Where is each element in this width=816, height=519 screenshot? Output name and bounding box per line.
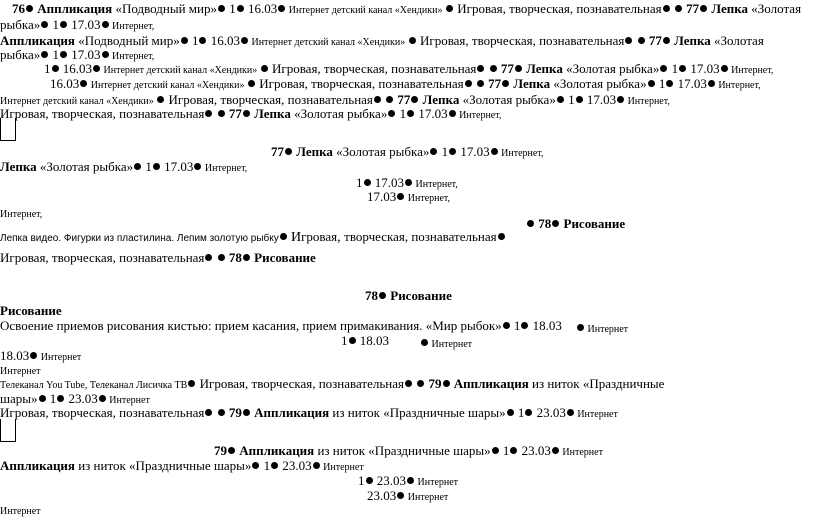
bold-text: Лепка bbox=[419, 92, 460, 107]
text-run: «Золотая bbox=[748, 1, 802, 16]
text-run: «Золотая bbox=[710, 33, 764, 48]
text-run: Интернет, bbox=[413, 179, 458, 190]
bullet-icon bbox=[557, 96, 564, 103]
text-run: «Золотая рыбка» bbox=[332, 144, 430, 159]
text-run: Интернет bbox=[559, 447, 603, 458]
text-run: Интернет, bbox=[728, 65, 774, 76]
bullet-icon bbox=[405, 380, 412, 387]
bullet-icon bbox=[502, 80, 509, 87]
text-line bbox=[420, 335, 472, 352]
bullet-icon bbox=[477, 65, 484, 72]
text-run: Интернет bbox=[106, 395, 150, 406]
text-line bbox=[0, 303, 62, 318]
bold-text: 79 bbox=[214, 443, 227, 458]
bold-text: 78 bbox=[365, 288, 378, 303]
text-run: 1 bbox=[514, 405, 525, 420]
bullet-icon bbox=[99, 395, 106, 402]
bold-text: Аппликация bbox=[236, 443, 315, 458]
bullet-icon bbox=[243, 254, 250, 261]
bullet-icon bbox=[39, 395, 46, 402]
bold-text: 79 bbox=[425, 376, 442, 391]
bullet-icon bbox=[153, 163, 160, 170]
text-run: Игровая, творческая, познавательная bbox=[0, 106, 205, 121]
text-run: Интернет детский канал «Хендики» bbox=[0, 96, 157, 107]
bullet-icon bbox=[490, 65, 497, 72]
bullet-icon bbox=[26, 5, 33, 12]
bold-text: 77 bbox=[682, 1, 700, 16]
text-line bbox=[50, 76, 761, 93]
bullet-icon bbox=[663, 5, 670, 12]
bullet-icon bbox=[379, 292, 386, 299]
bold-text: Аппликация bbox=[0, 33, 75, 48]
bold-text: Аппликация bbox=[34, 1, 113, 16]
text-run: Интернет, bbox=[202, 163, 248, 174]
bullet-icon bbox=[567, 409, 574, 416]
text-run: 17.03 bbox=[160, 159, 194, 174]
text-run: 1 bbox=[668, 61, 679, 76]
text-run: Интернет bbox=[0, 366, 41, 377]
bold-text: 79 bbox=[225, 405, 242, 420]
text-line bbox=[0, 405, 618, 422]
bullet-icon bbox=[449, 148, 456, 155]
text-line bbox=[0, 229, 506, 246]
text-line bbox=[0, 159, 247, 176]
bullet-icon bbox=[205, 409, 212, 416]
bullet-icon bbox=[527, 220, 534, 227]
bold-text: Аппликация bbox=[0, 458, 75, 473]
bold-text: Аппликация bbox=[250, 405, 330, 420]
bullet-icon bbox=[205, 110, 212, 117]
bullet-icon bbox=[181, 37, 188, 44]
text-run: из ниток «Праздничные шары» bbox=[314, 443, 491, 458]
text-run: , bbox=[337, 230, 345, 245]
text-run bbox=[633, 33, 636, 48]
bold-text: 78 bbox=[535, 216, 552, 231]
bullet-icon bbox=[388, 110, 395, 117]
text-run: Игровая, творческая, познавательная bbox=[416, 33, 625, 48]
text-run: 16.03 bbox=[244, 1, 278, 16]
bullet-icon bbox=[491, 148, 498, 155]
text-run bbox=[382, 92, 385, 107]
text-run: «Золотая рыбка» bbox=[290, 106, 388, 121]
bold-text: Лепка bbox=[670, 33, 711, 48]
text-run: Интернет, bbox=[625, 96, 670, 107]
text-run: 16.03 bbox=[207, 33, 240, 48]
bullet-icon bbox=[248, 80, 255, 87]
bullet-icon bbox=[60, 51, 67, 58]
bullet-icon bbox=[52, 65, 59, 72]
text-run: Игровая, творческая, познавательная bbox=[268, 61, 477, 76]
text-run: Лепка видео. Фигурки из пластилина. Лепим золотую рыбку bbox=[0, 233, 279, 244]
text-run bbox=[473, 76, 476, 91]
bullet-icon bbox=[492, 447, 499, 454]
text-run: Интернет детский канал «Хендики» bbox=[88, 80, 247, 91]
bullet-icon bbox=[199, 37, 206, 44]
text-run: 23.03 bbox=[373, 473, 406, 488]
text-run: 1 bbox=[46, 391, 57, 406]
text-run: Интернет bbox=[585, 324, 629, 335]
bullet-icon bbox=[285, 148, 292, 155]
bullet-icon bbox=[648, 80, 655, 87]
text-run: Игровая, творческая, познавательная bbox=[0, 250, 205, 265]
text-run: 17.03 bbox=[583, 92, 617, 107]
bold-text: 77 bbox=[394, 92, 411, 107]
text-run bbox=[213, 250, 216, 265]
bullet-icon bbox=[576, 96, 583, 103]
bullet-icon bbox=[80, 80, 87, 87]
text-run bbox=[213, 405, 216, 420]
text-run: рыбка» bbox=[0, 47, 41, 62]
text-run: «Золотая рыбка» bbox=[459, 92, 556, 107]
text-run: из ниток «Праздничные bbox=[528, 376, 665, 391]
bullet-icon bbox=[521, 322, 528, 329]
bullet-icon bbox=[218, 254, 225, 261]
text-run: 17.03 bbox=[68, 47, 101, 62]
bold-text: Лепка bbox=[293, 144, 333, 159]
bullet-icon bbox=[102, 21, 109, 28]
bullet-icon bbox=[525, 409, 532, 416]
text-run: 1 bbox=[438, 144, 449, 159]
bullet-icon bbox=[57, 395, 64, 402]
bullet-icon bbox=[205, 254, 212, 261]
text-run: 23.03 bbox=[533, 405, 566, 420]
text-run: Игровая, творческая, познавательная bbox=[453, 1, 662, 16]
text-run: 18.03 bbox=[529, 318, 562, 333]
text-run: Интернет детский канал «Хендики» bbox=[286, 5, 445, 16]
bullet-icon bbox=[577, 324, 584, 331]
text-run: 1 bbox=[49, 17, 59, 32]
bold-text: Лепка bbox=[708, 1, 749, 16]
text-run: Игровая, творческая, познавательная bbox=[0, 405, 205, 420]
text-run: Интернет bbox=[415, 477, 459, 488]
bullet-icon bbox=[280, 233, 287, 240]
bullet-icon bbox=[417, 380, 424, 387]
bold-text: 77 bbox=[484, 76, 502, 91]
bullet-icon bbox=[679, 65, 686, 72]
text-run: 1 bbox=[49, 47, 59, 62]
text-run: 16.03 bbox=[59, 61, 92, 76]
bullet-icon bbox=[194, 163, 201, 170]
text-run: 17.03 bbox=[415, 106, 448, 121]
text-run: Интернет, bbox=[109, 51, 155, 62]
text-line bbox=[0, 205, 42, 222]
bullet-icon bbox=[407, 110, 414, 117]
bullet-icon bbox=[510, 447, 517, 454]
bullet-icon bbox=[313, 462, 320, 469]
bullet-icon bbox=[638, 37, 645, 44]
text-run: Игровая, творческая, познавательная bbox=[256, 76, 464, 91]
text-run: Интернет, bbox=[456, 110, 502, 121]
text-run: 16.03 bbox=[50, 76, 80, 91]
text-line bbox=[0, 106, 501, 123]
bullet-icon bbox=[443, 380, 450, 387]
bold-text: Лепка bbox=[250, 106, 291, 121]
bullet-icon bbox=[675, 5, 682, 12]
bullet-icon bbox=[218, 110, 225, 117]
bold-text: 78 bbox=[225, 250, 242, 265]
text-run: «Подводный мир» bbox=[74, 33, 180, 48]
bullet-icon bbox=[102, 51, 109, 58]
text-run: 1 bbox=[188, 33, 199, 48]
text-line bbox=[365, 288, 452, 303]
text-line bbox=[0, 458, 364, 475]
bullet-icon bbox=[663, 37, 670, 44]
bullet-icon bbox=[660, 65, 667, 72]
text-line bbox=[367, 488, 448, 505]
text-run: «Золотая рыбка» bbox=[562, 61, 660, 76]
bullet-icon bbox=[465, 80, 472, 87]
bullet-icon bbox=[278, 5, 285, 12]
bullet-icon bbox=[477, 80, 484, 87]
text-run: 1 bbox=[260, 458, 271, 473]
bullet-icon bbox=[243, 409, 250, 416]
bullet-icon bbox=[60, 21, 67, 28]
bold-text: Рисование bbox=[387, 288, 452, 303]
text-line bbox=[0, 17, 154, 34]
text-run: 1 bbox=[396, 106, 407, 121]
text-run: 18.03 bbox=[0, 348, 30, 363]
text-run: 23.03 bbox=[65, 391, 98, 406]
bullet-icon bbox=[446, 5, 453, 12]
text-run: 17.03 bbox=[68, 17, 101, 32]
bullet-icon bbox=[721, 65, 728, 72]
text-run: 1 bbox=[510, 318, 521, 333]
bold-text: 77 bbox=[225, 106, 242, 121]
bullet-icon bbox=[261, 65, 268, 72]
bullet-icon bbox=[700, 5, 707, 12]
text-run: 17.03 bbox=[674, 76, 707, 91]
text-run: 23.03 bbox=[367, 488, 397, 503]
text-run: из ниток «Праздничные шары» bbox=[329, 405, 506, 420]
bullet-icon bbox=[552, 447, 559, 454]
bullet-icon bbox=[503, 322, 510, 329]
text-run: «Подводный мир» bbox=[112, 1, 217, 16]
text-run: творческая, познавательная bbox=[344, 229, 497, 244]
table-cell-border bbox=[0, 118, 16, 141]
bullet-icon bbox=[157, 96, 164, 103]
bullet-icon bbox=[228, 447, 235, 454]
bullet-icon bbox=[188, 380, 195, 387]
text-run: 1 bbox=[225, 1, 236, 16]
text-run: Интернет bbox=[0, 506, 41, 517]
bullet-icon bbox=[41, 21, 48, 28]
text-run: «Золотая рыбка» bbox=[36, 159, 134, 174]
text-run: Интернет детский канал «Хендики» bbox=[248, 37, 408, 48]
text-run: Игровая, творческая, познавательная bbox=[165, 92, 373, 107]
text-run: Интернет bbox=[574, 409, 618, 420]
text-run: 1 bbox=[499, 443, 510, 458]
bullet-icon bbox=[430, 148, 437, 155]
bullet-icon bbox=[237, 5, 244, 12]
bold-text: 77 bbox=[271, 144, 284, 159]
bullet-icon bbox=[252, 462, 259, 469]
bold-text: 77 bbox=[497, 61, 514, 76]
text-run: И bbox=[290, 230, 302, 245]
bullet-icon bbox=[218, 5, 225, 12]
text-run: Интернет bbox=[429, 339, 473, 350]
bullet-icon bbox=[449, 110, 456, 117]
text-line bbox=[0, 250, 316, 265]
bullet-icon bbox=[349, 337, 356, 344]
bullet-icon bbox=[241, 37, 248, 44]
text-run: из ниток «Праздничные шары» bbox=[74, 458, 252, 473]
text-run: 1 bbox=[564, 92, 575, 107]
text-run: Интернет, bbox=[109, 21, 155, 32]
text-run: Интернет bbox=[405, 492, 449, 503]
text-run: Интернет, bbox=[0, 209, 43, 220]
bullet-icon bbox=[666, 80, 673, 87]
text-run: 17.03 bbox=[457, 144, 490, 159]
bullet-icon bbox=[405, 179, 412, 186]
text-line bbox=[341, 333, 389, 348]
text-line bbox=[0, 502, 41, 519]
text-run: Интернет bbox=[320, 462, 364, 473]
bullet-icon bbox=[243, 110, 250, 117]
bullet-icon bbox=[397, 492, 404, 499]
bullet-icon bbox=[271, 462, 278, 469]
bullet-icon bbox=[507, 409, 514, 416]
bullet-icon bbox=[498, 233, 505, 240]
text-run: 1 bbox=[356, 175, 363, 190]
text-run: 18.03 bbox=[356, 333, 389, 348]
bullet-icon bbox=[625, 37, 632, 44]
bullet-icon bbox=[411, 96, 418, 103]
text-run: Освоение приемов рисования кистью: прием касания, прием примакивания. «Мир рыбок» bbox=[0, 318, 502, 333]
bullet-icon bbox=[374, 96, 381, 103]
text-run: Интернет bbox=[38, 352, 82, 363]
text-run: 1 bbox=[655, 76, 666, 91]
bullet-icon bbox=[218, 409, 225, 416]
text-run: Интернет детский канал «Хендики» bbox=[101, 65, 260, 76]
bold-text: Рисование bbox=[560, 216, 626, 231]
bold-text: Рисование bbox=[0, 303, 62, 318]
text-run: 17.03 bbox=[367, 189, 397, 204]
text-line bbox=[271, 144, 543, 161]
text-run: Интернет, bbox=[405, 193, 451, 204]
text-run: Телеканал You Tube, Телеканал Лисичка ТВ bbox=[0, 380, 188, 391]
text-line bbox=[12, 1, 801, 18]
bullet-icon bbox=[366, 477, 373, 484]
bold-text: Лепка bbox=[510, 76, 551, 91]
text-line bbox=[0, 318, 562, 333]
bold-text: Лепка bbox=[0, 159, 37, 174]
text-run: 1 bbox=[44, 61, 51, 76]
text-line bbox=[526, 216, 625, 231]
text-run: рыбка» bbox=[0, 17, 41, 32]
bullet-icon bbox=[134, 163, 141, 170]
text-run: шары» bbox=[0, 391, 38, 406]
text-run bbox=[485, 61, 488, 76]
bullet-icon bbox=[364, 179, 371, 186]
text-run bbox=[671, 1, 674, 16]
bullet-icon bbox=[93, 65, 100, 72]
text-run bbox=[213, 106, 216, 121]
table-cell-border bbox=[0, 419, 16, 442]
text-run: Игровая, творческая, познавательная bbox=[196, 376, 405, 391]
text-run: 23.03 bbox=[279, 458, 312, 473]
bullet-icon bbox=[617, 96, 624, 103]
text-run: 17.03 bbox=[687, 61, 720, 76]
bold-text: 77 bbox=[645, 33, 662, 48]
bullet-icon bbox=[708, 80, 715, 87]
bold-text: Рисование bbox=[250, 250, 316, 265]
text-run: 1 bbox=[341, 333, 348, 348]
bullet-icon bbox=[407, 477, 414, 484]
text-run: 1 bbox=[142, 159, 152, 174]
text-run: Интернет, bbox=[715, 80, 761, 91]
text-run: 23.03 bbox=[518, 443, 551, 458]
bullet-icon bbox=[515, 65, 522, 72]
text-run: гровая bbox=[301, 229, 338, 244]
text-run: 17.03 bbox=[371, 175, 404, 190]
bold-text: Аппликация bbox=[450, 376, 529, 391]
bullet-icon bbox=[421, 339, 428, 346]
text-line bbox=[367, 189, 450, 206]
bold-text: 76 bbox=[12, 1, 25, 16]
text-run: 1 bbox=[358, 473, 365, 488]
bullet-icon bbox=[386, 96, 393, 103]
bullet-icon bbox=[409, 37, 416, 44]
text-run: Интернет, bbox=[498, 148, 544, 159]
bullet-icon bbox=[30, 352, 37, 359]
text-line bbox=[576, 320, 628, 337]
bold-text: Лепка bbox=[522, 61, 563, 76]
bullet-icon bbox=[552, 220, 559, 227]
text-run: «Золотая рыбка» bbox=[550, 76, 647, 91]
bullet-icon bbox=[397, 193, 404, 200]
text-run bbox=[413, 376, 416, 391]
bullet-icon bbox=[41, 51, 48, 58]
